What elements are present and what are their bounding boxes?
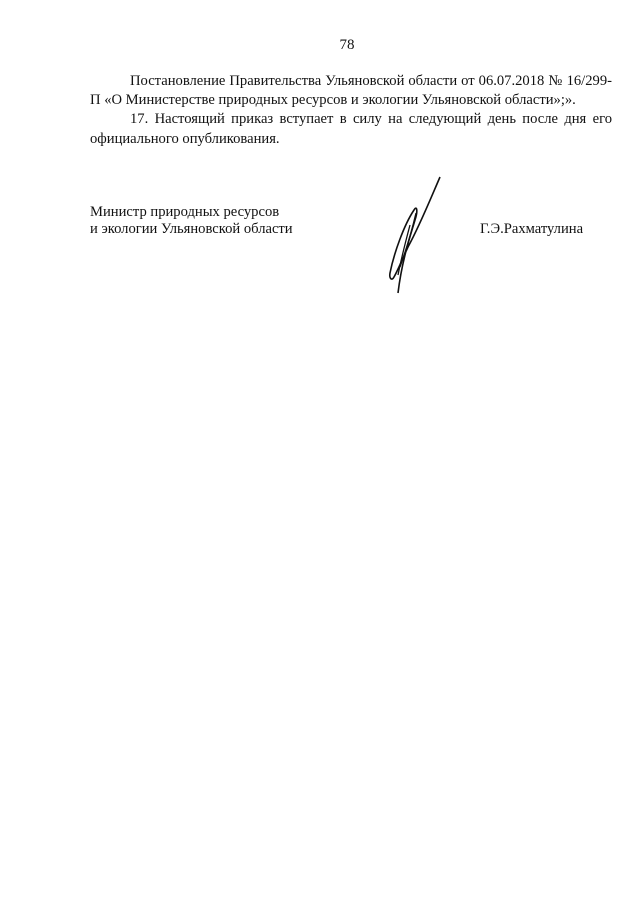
signatory-name: Г.Э.Рахматулина bbox=[480, 221, 584, 237]
position-line: и экологии Ульяновской области bbox=[90, 221, 293, 237]
document-body bbox=[90, 72, 612, 149]
paragraph: Постановление Правительства Ульяновской области от 06.07.2018 № 16/299-П «О Министерстве природных ресурсов и экологии Ульяновской области»;». bbox=[90, 73, 612, 109]
position-line: Министр природных ресурсов bbox=[90, 204, 280, 220]
handwritten-signature bbox=[380, 175, 450, 295]
paragraph: 17. Настоящий приказ вступает в силу на следующий день после дня его официального опубликования. bbox=[90, 111, 612, 147]
page-number: 78 bbox=[339, 37, 355, 53]
signatory-position bbox=[90, 204, 293, 238]
